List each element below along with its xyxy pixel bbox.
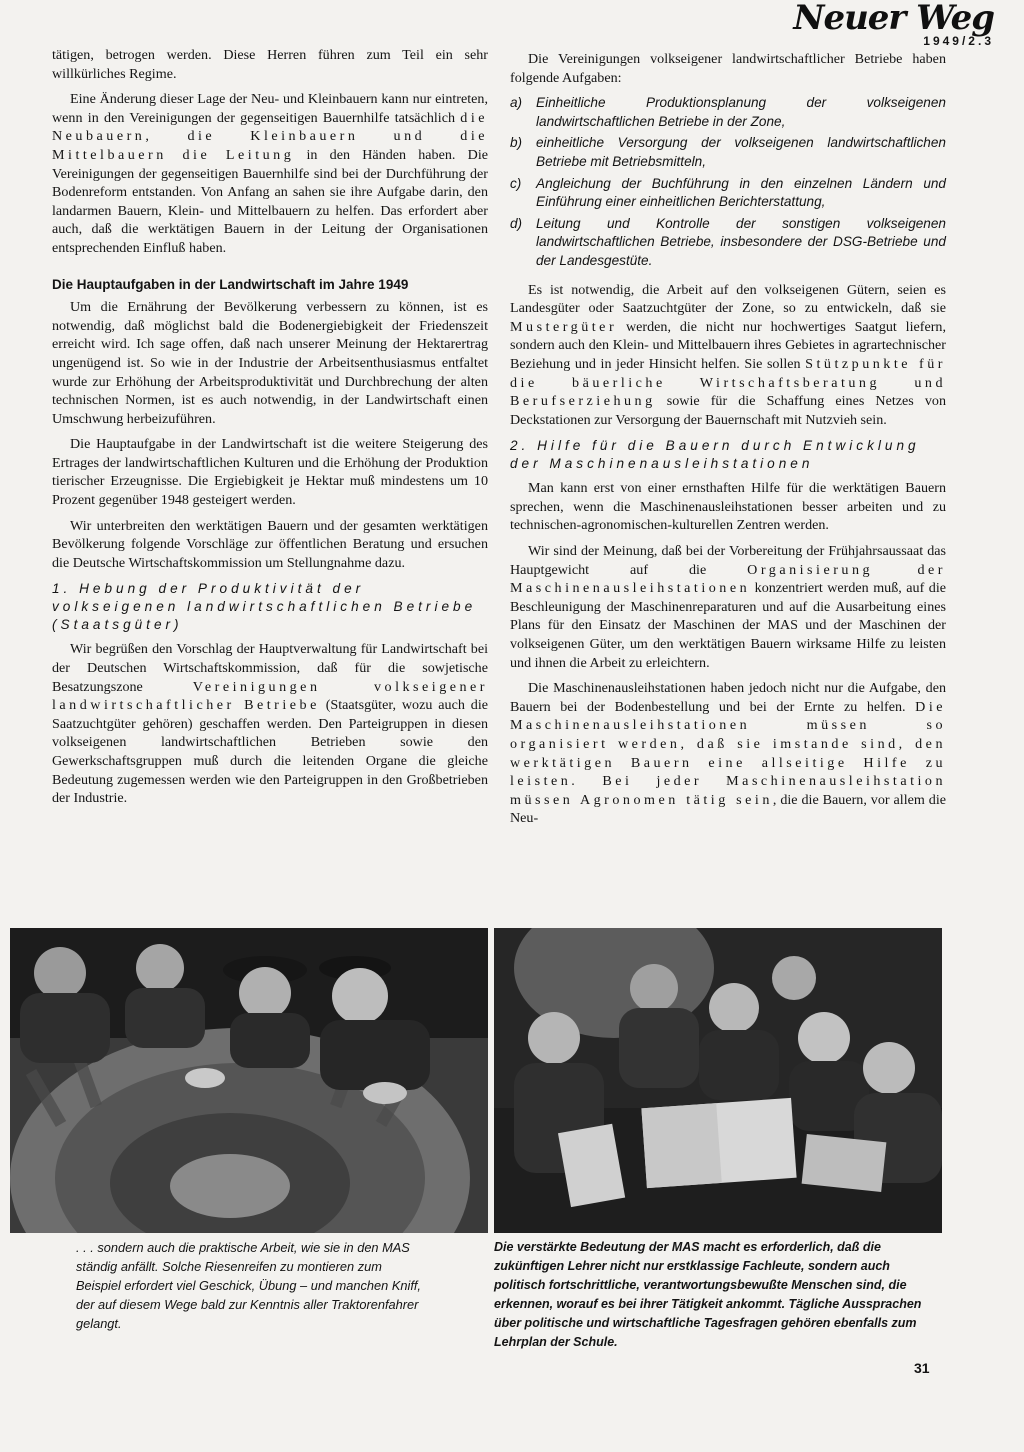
masthead	[793, 2, 994, 48]
list-item: a) Einheitliche Produktionsplanung der volkseigenen landwirtschaftlichen Betriebe in der Zone,	[510, 95, 946, 129]
paragraph: tätigen, betrogen werden. Diese Herren führen zum Teil ein sehr willkürliches Regime.	[52, 47, 488, 82]
right-column	[510, 50, 946, 835]
paragraph: Man kann erst von einer ernsthaften Hilfe für die werktätigen Bauern sprechen, wenn die Maschinenausleihstationen besser arbeiten und zu technischen-agronomischen-kulturellen Zentren werden.	[510, 480, 946, 534]
paragraph: Eine Änderung dieser Lage der Neu- und Kleinbauern kann nur eintreten, wenn in den Vereinigungen der gegenseitigen Bauernhilfe tatsächlich die Neubauern, die Kleinbauern und die Mittelbauern die Leitung in den Händen haben. Die Vereinigungen der gegenseitigen Bauernhilfe sind bei der Durchführung der Bodenreform entstanden. Von Anfang an sahen sie ihre Aufgabe darin, den landarmen Bauern, Klein- und Mittelbauern zu helfen. Das erfordert aber auch, daß die werktätigen Bauern in der Leitung der Organisationen entsprechenden Einfluß haben.	[52, 91, 488, 256]
section-heading: Die Hauptaufgaben in der Landwirtschaft im Jahre 1949	[52, 276, 409, 292]
paragraph: Um die Ernährung der Bevölkerung verbessern zu können, ist es notwendig, daß möglichst bald die Bodenergiebigkeit der Friedenszeit erreicht wird. Ich sage offen, daß nach unserer Meinung der Hektarertrag ungenügend ist. So wie in der Industrie der Arbeitsenthusiasmus entfaltet wurde zur Erhöhung der Arbeitsproduktivität und Durchbrechung der alten technischen Normen, ist es auch notwendig, in der Landwirtschaft einen Umschwung herbeizuführen.	[52, 299, 488, 427]
photo-illustration	[10, 928, 488, 1233]
photo-illustration	[494, 928, 942, 1233]
subsection-heading: 1. Hebung der Produktivität der volkseigenen landwirtschaftlichen Betriebe (Staatsgüter)	[52, 581, 477, 633]
paragraph: Wir begrüßen den Vorschlag der Hauptverwaltung für Landwirtschaft bei der Deutschen Wirtschaftskommission, daß für die sowjetische Besatzungszone Vereinigungen volkseigener landwirtschaftlicher Betriebe (Staatsgüter, wozu auch die Saatzuchtgüter gehören) geschaffen werden. Den Parteigruppen in diesen volkseigenen landwirtschaftlichen Betrieben sowie den Gewerkschaftsgruppen muß durch die leitenden Organe die gleiche Bedeutung zugemessen werden wie den Parteigruppen in den Großbetrieben der Industrie.	[52, 641, 488, 807]
list-item: b) einheitliche Versorgung der volkseigenen landwirtschaftlichen Betriebe mit Betriebsmitteln,	[510, 135, 946, 169]
page-number: 31	[914, 1360, 930, 1376]
masthead-logo: Neuer Weg	[793, 0, 994, 38]
paragraph: Die Maschinenausleihstationen haben jedoch nicht nur die Aufgabe, den Bauern bei der Bodenbestellung und bei der Ernte zu helfen. Die Maschinenausleihstationen müssen so organisiert werden, daß sie imstande sind, den werktätigen Bauern eine allseitige Hilfe zu leisten. Bei jeder Maschinenausleihstation müssen Agronomen tätig sein, die die Bauern, vor allem die Neu-	[510, 680, 946, 827]
task-list	[510, 94, 946, 270]
list-item: d) Leitung und Kontrolle der sonstigen volkseigenen landwirtschaftlichen Betriebe, insbesondere der DSG-Betriebe und der Landesgestüte.	[510, 215, 946, 268]
subsection-heading: 2. Hilfe für die Bauern durch Entwicklung der Maschinenausleihstationen	[510, 438, 920, 472]
paragraph: Die Vereinigungen volkseigener landwirtschaftlicher Betriebe haben folgende Aufgaben:	[510, 51, 946, 86]
tire-mounting-photo	[10, 928, 488, 1233]
left-column	[52, 46, 488, 815]
classroom-photo	[494, 928, 942, 1233]
issue-number: 1949/2.3	[923, 34, 994, 48]
paragraph: Wir sind der Meinung, daß bei der Vorbereitung der Frühjahrsaussaat das Hauptgewicht auf die Organisierung der Maschinenausleihstationen konzentriert werden muß, auf die Beschleunigung der Maschinenreparaturen und auf die Ausarbeitung eines Plans für den Einsatz der Maschinen der MAS und der Maschinen der volkseigenen Güter, um den werktätigen Bauern wirksame Hilfe zu leisten und ihnen die Arbeit zu erleichtern.	[510, 543, 947, 671]
photo-caption-right: Die verstärkte Bedeutung der MAS macht es erforderlich, daß die zukünftigen Lehrer nicht nur erstklassige Fachleute, sondern auch politisch fortschrittliche, verantwortungsbewußte Menschen sind, die erkennen, worauf es bei ihrer Tätigkeit ankommt. Tägliche Aussprachen über politische und wirtschaftliche Tagesfragen gehören ebenfalls zum Lehrplan der Schule.	[494, 1240, 922, 1349]
photo-caption-left: . . . sondern auch die praktische Arbeit, wie sie in den MAS ständig anfällt. Solche Riesenreifen zu montieren zum Beispiel erfordert viel Geschick, Übung – und manchen Kniff, der auf diesem Wege bald zur Kenntnis aller Traktorenfahrer gelangt.	[76, 1240, 421, 1331]
list-item: c) Angleichung der Buchführung in den einzelnen Ländern und Einführung einer einheitlichen Berichterstattung,	[510, 175, 946, 210]
paragraph: Es ist notwendig, die Arbeit auf den volkseigenen Gütern, seien es Landesgüter oder Saatzuchtgüter der Zone, so zu entwickeln, daß sie Mustergüter werden, die nicht nur hochwertiges Saatgut liefern, sondern auch den Klein- und Mittelbauern ihres Gebietes in agrartechnischer Beziehung und in jeder Hinsicht helfen. Sie sollen Stützpunkte für die bäuerliche Wirtschaftsberatung und Berufserziehung sowie für die Schaffung eines Netzes von Deckstationen zur Versorgung der Bauernschaft mit Nutzvieh sein.	[510, 281, 946, 428]
paragraph: Die Hauptaufgabe in der Landwirtschaft ist die weitere Steigerung des Ertrages der landwirtschaftlichen Kulturen und die Erhöhung der Produktion tierischer Erzeugnisse. Die Ergiebigkeit je Hektar muß mindestens um 10 Prozent gegenüber 1948 gesteigert werden.	[52, 436, 488, 509]
paragraph: Wir unterbreiten den werktätigen Bauern und der gesamten werktätigen Bevölkerung folgende Vorschläge zur öffentlichen Beratung und ersuchen die Deutsche Wirtschaftskommission um Stellungnahme dazu.	[52, 517, 488, 571]
